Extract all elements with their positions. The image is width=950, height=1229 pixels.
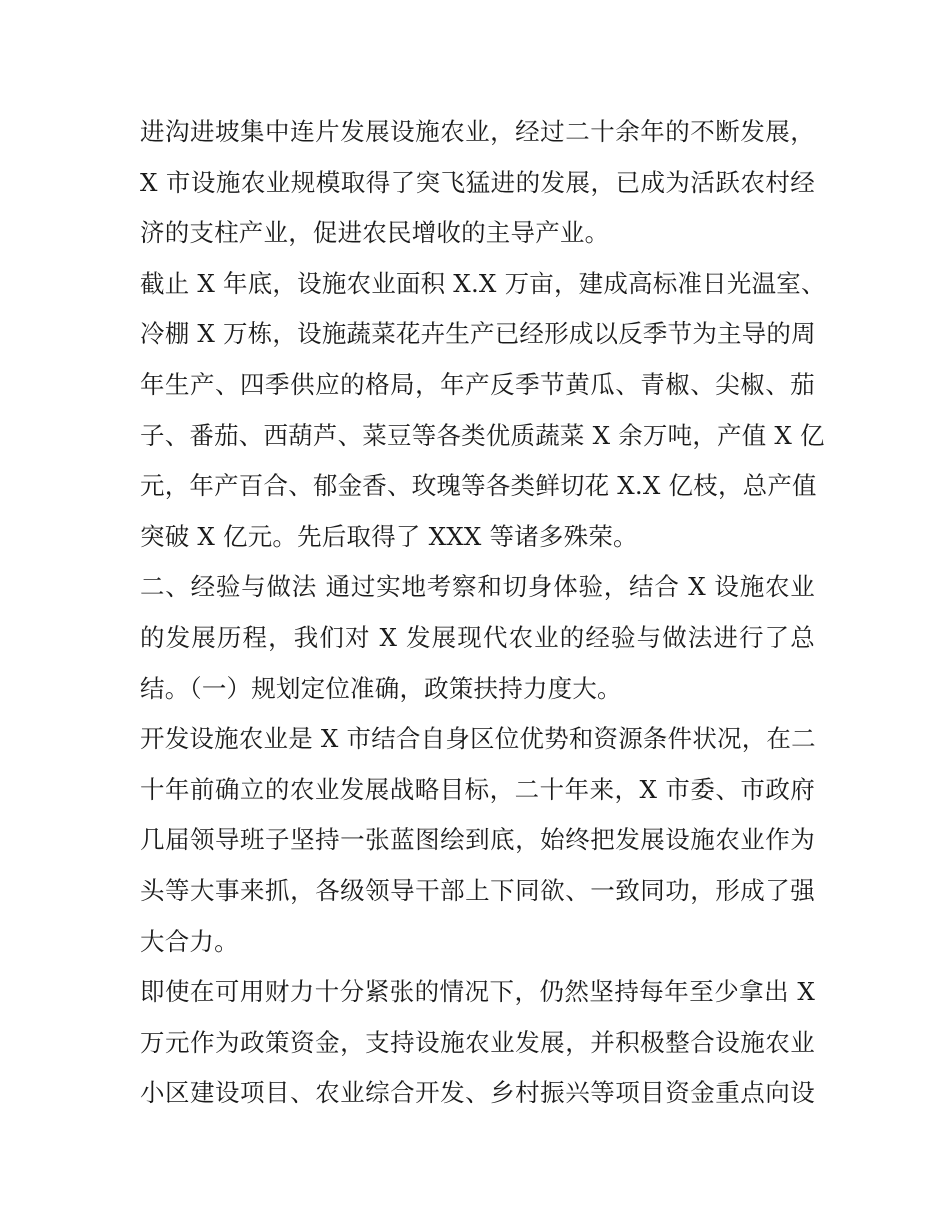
section-heading-line: 二、经验与做法 通过实地考察和切身体验，结合 X 设施农业 bbox=[140, 572, 815, 602]
text-line: 冷棚 X 万栋，设施蔬菜花卉生产已经形成以反季节为主导的周 bbox=[140, 319, 816, 349]
text-line: 济的支柱产业，促进农民增收的主导产业。 bbox=[140, 218, 610, 248]
text-line: 元，年产百合、郁金香、玫瑰等各类鲜切花 X.X 亿枝，总产值 bbox=[140, 471, 817, 501]
text-line: 年生产、四季供应的格局，年产反季节黄瓜、青椒、尖椒、茄 bbox=[140, 369, 815, 399]
text-line: 的发展历程，我们对 X 发展现代农业的经验与做法进行了总 bbox=[140, 622, 815, 652]
text-line: 进沟进坡集中连片发展设施农业，经过二十余年的不断发展， bbox=[140, 117, 815, 146]
text-line: 十年前确立的农业发展战略目标，二十年来，X 市委、市政府 bbox=[140, 774, 815, 804]
text-line: X 市设施农业规模取得了突飞猛进的发展，已成为活跃农村经 bbox=[140, 167, 815, 197]
text-line: 开发设施农业是 X 市结合自身区位优势和资源条件状况，在二 bbox=[140, 724, 816, 754]
paragraph-statistics bbox=[140, 259, 826, 563]
paragraph-intro-continued bbox=[140, 107, 815, 259]
text-line: 头等大事来抓，各级领导干部上下同欲、一致同功，形成了强 bbox=[140, 875, 815, 905]
paragraph-planning bbox=[140, 714, 815, 967]
text-line: 即使在可用财力十分紧张的情况下，仍然坚持每年至少拿出 X bbox=[140, 977, 815, 1007]
text-line: 大合力。 bbox=[140, 926, 239, 956]
body-text bbox=[140, 107, 826, 1119]
text-line: 突破 X 亿元。先后取得了 XXX 等诸多殊荣。 bbox=[140, 521, 638, 551]
text-line: 子、番茄、西葫芦、菜豆等各类优质蔬菜 X 余万吨，产值 X 亿 bbox=[140, 420, 825, 450]
text-line: 小区建设项目、农业综合开发、乡村振兴等项目资金重点向设 bbox=[140, 1078, 815, 1108]
text-line: 截止 X 年底，设施农业面积 X.X 万亩，建成高标准日光温室、 bbox=[140, 268, 826, 298]
paragraph-funding bbox=[140, 967, 815, 1119]
paragraph-section-two bbox=[140, 562, 815, 714]
text-line: 几届领导班子坚持一张蓝图绘到底，始终把发展设施农业作为 bbox=[140, 825, 815, 855]
text-line: 万元作为政策资金，支持设施农业发展，并积极整合设施农业 bbox=[140, 1027, 815, 1057]
subsection-heading-line: 结。（一）规划定位准确，政策扶持力度大。 bbox=[140, 673, 622, 703]
